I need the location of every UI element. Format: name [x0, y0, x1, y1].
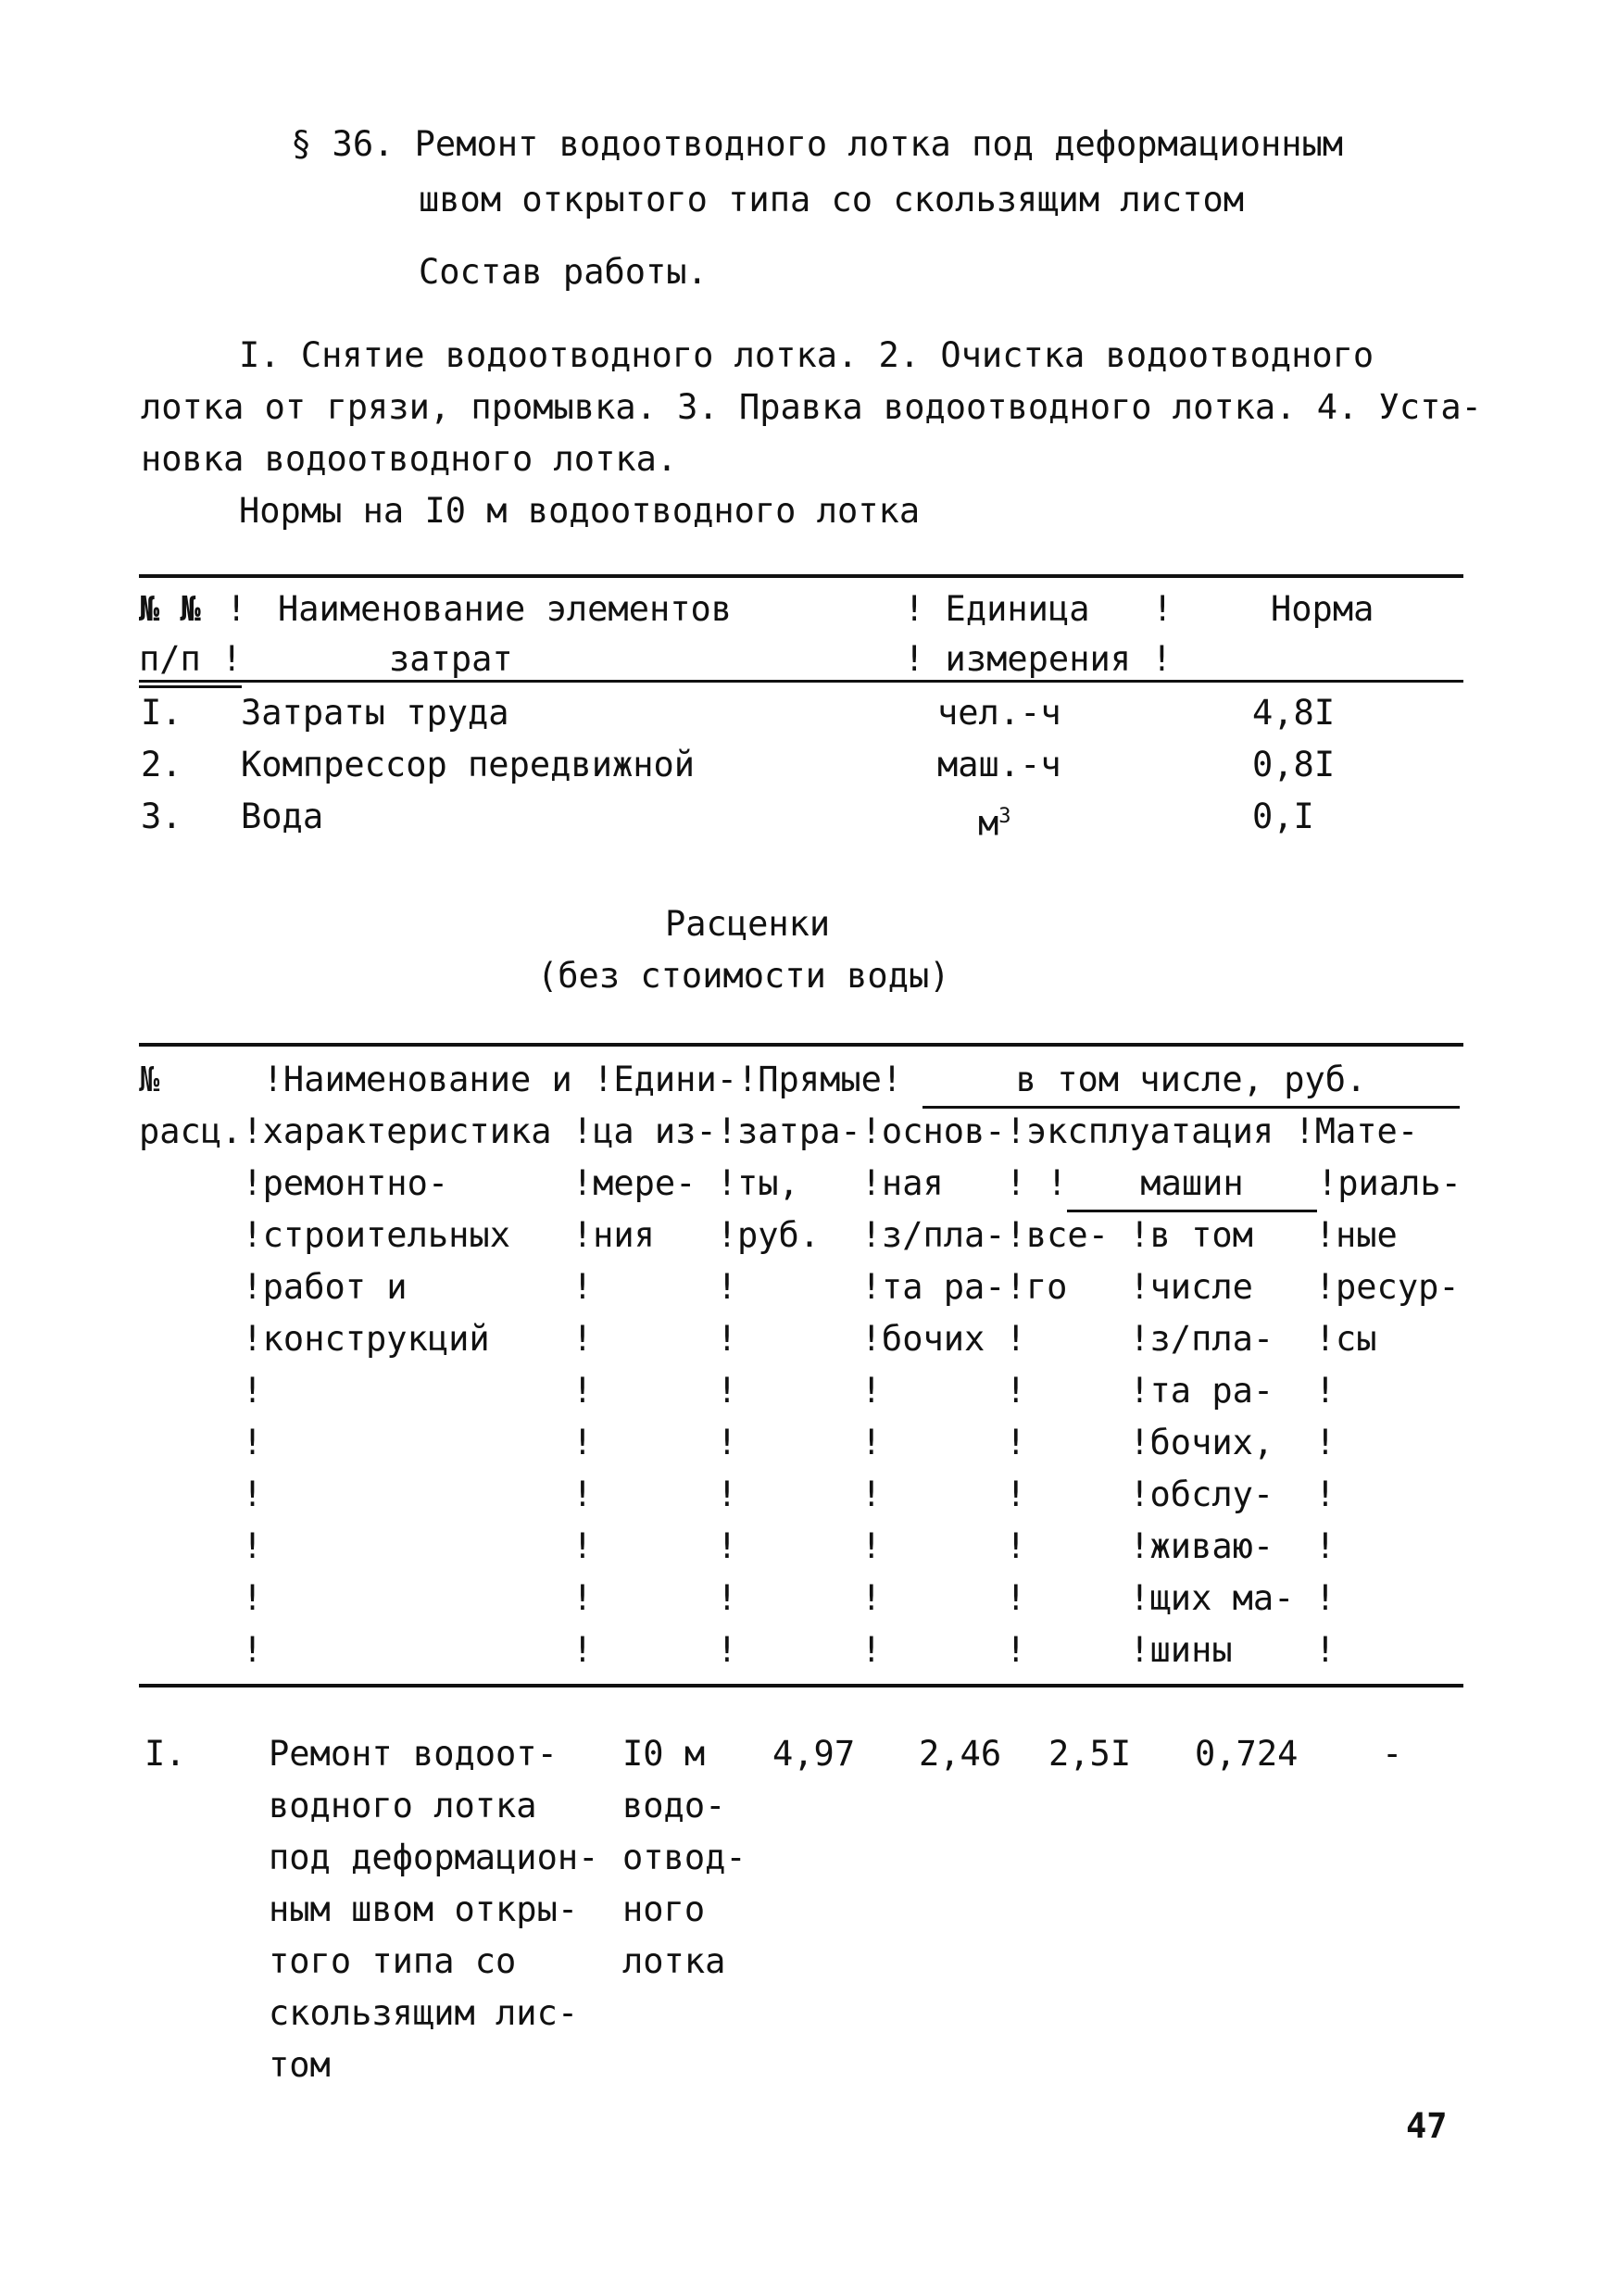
norms-row1-norm: 4,8I — [1252, 693, 1336, 733]
norms-header-norm: Норма — [1271, 589, 1374, 629]
price-header-line-9: ! ! ! ! ! !обслу- ! — [139, 1474, 1337, 1514]
norms-header-rule — [139, 680, 1463, 683]
price-row-name-1: Ремонт водоот- — [269, 1734, 558, 1774]
composition-line3: новка водоотводного лотка. — [141, 439, 678, 479]
price-header-line-7: ! ! ! ! ! !та ра- ! — [139, 1371, 1337, 1411]
price-row-wages: 2,46 — [919, 1734, 1002, 1774]
price-table-top-rule — [139, 1043, 1463, 1047]
norms-row1-num: I. — [141, 693, 182, 733]
price-header-bottom-rule — [139, 1684, 1463, 1687]
norms-row3-num: 3. — [141, 797, 182, 836]
composition-line2: лотка от грязи, промывка. 3. Правка водоотводного лотка. 4. Уста- — [141, 387, 1482, 427]
norms-header-num: № № — [139, 589, 201, 629]
norms-row3-unit: $м^3$ — [978, 803, 1011, 844]
price-row-name-5: того типа со — [269, 1941, 517, 1981]
norms-header-unit: ! Единица — [904, 589, 1090, 629]
price-header-line-12: ! ! ! ! ! !шины ! — [139, 1630, 1337, 1670]
norms-header-sep2: ! — [1152, 589, 1173, 629]
norms-header-sep: ! — [226, 589, 247, 629]
norms-header-pp: п/п ! — [139, 634, 242, 688]
price-row-name-3: под деформацион- — [269, 1838, 599, 1877]
price-header-line-3: !ремонтно- !мере- !ты, !ная ! — [139, 1163, 1026, 1203]
section-heading-line2: швом открытого типа со скользящим листом — [419, 180, 1245, 220]
price-row-direct: 4,97 — [772, 1734, 856, 1774]
norms-header-name: Наименование элементов — [278, 589, 733, 629]
price-row-unit-3: отвод- — [622, 1838, 747, 1877]
composition-line1: I. Снятие водоотводного лотка. 2. Очистка водоотводного — [239, 335, 1374, 375]
norms-row1-name: Затраты труда — [241, 693, 509, 733]
norms-row2-num: 2. — [141, 745, 182, 784]
norms-row3-name: Вода — [241, 797, 324, 836]
prices-title: Расценки — [665, 904, 831, 944]
norms-row2-norm: 0,8I — [1252, 745, 1336, 784]
price-row-name-6: скользящим лис- — [269, 1993, 579, 2033]
price-row-machine-total: 2,5I — [1048, 1734, 1132, 1774]
price-header-line-5: !работ и ! ! !та ра-!го !числе !ресур- — [139, 1267, 1460, 1307]
price-row-num: I. — [144, 1734, 186, 1774]
norms-row1-unit: чел.-ч — [937, 693, 1061, 733]
price-row-machine-wages: 0,724 — [1195, 1734, 1299, 1774]
price-header-machines: машин — [1067, 1158, 1317, 1212]
norms-header-costs: затрат — [389, 639, 513, 679]
price-header-line-10: ! ! ! ! ! !живаю- ! — [139, 1526, 1337, 1566]
norms-table-top-rule — [139, 574, 1463, 578]
price-row-unit-1: I0 м — [622, 1734, 706, 1774]
price-header-line-6: !конструкций ! ! !бочих ! !з/пла- !сы — [139, 1319, 1377, 1359]
price-header-line-1: № !Наименование и !Едини-!Прямые! — [139, 1060, 903, 1099]
price-row-unit-2: водо- — [622, 1786, 726, 1826]
price-header-line-11: ! ! ! ! ! !щих ма- ! — [139, 1578, 1337, 1618]
section-heading-line1: § 36. Ремонт водоотводного лотка под деформационным — [291, 124, 1344, 164]
prices-subtitle: (без стоимости воды) — [537, 956, 950, 996]
page-number: 47 — [1406, 2106, 1448, 2146]
composition-title: Состав работы. — [419, 252, 708, 292]
norms-row2-name: Компрессор передвижной — [241, 745, 696, 784]
price-header-line-2: расц.!характеристика !ца из-!затра-!основ-!эксплуатация !Мате- — [139, 1111, 1419, 1151]
norms-title: Нормы на I0 м водоотводного лотка — [239, 491, 921, 531]
price-row-unit-5: лотка — [622, 1941, 726, 1981]
price-header-line-4: !строительных !ния !руб. !з/пла-!все- !в том !ные — [139, 1215, 1398, 1255]
price-row-name-4: ным швом откры- — [269, 1889, 579, 1929]
norms-header-measure: ! измерения ! — [904, 639, 1173, 679]
price-row-materials: - — [1382, 1734, 1403, 1774]
norms-row2-unit: маш.-ч — [937, 745, 1061, 784]
price-row-unit-4: ного — [622, 1889, 706, 1929]
price-header-line-8: ! ! ! ! ! !бочих, ! — [139, 1423, 1337, 1462]
price-row-name-7: том — [269, 2045, 331, 2085]
price-row-name-2: водного лотка — [269, 1786, 537, 1826]
price-header-materials-bar: !риаль- — [1317, 1163, 1462, 1203]
price-header-in-total: в том числе, руб. — [922, 1054, 1460, 1109]
price-header-machines-bar: ! — [1047, 1163, 1068, 1203]
norms-row3-norm: 0,I — [1252, 797, 1314, 836]
